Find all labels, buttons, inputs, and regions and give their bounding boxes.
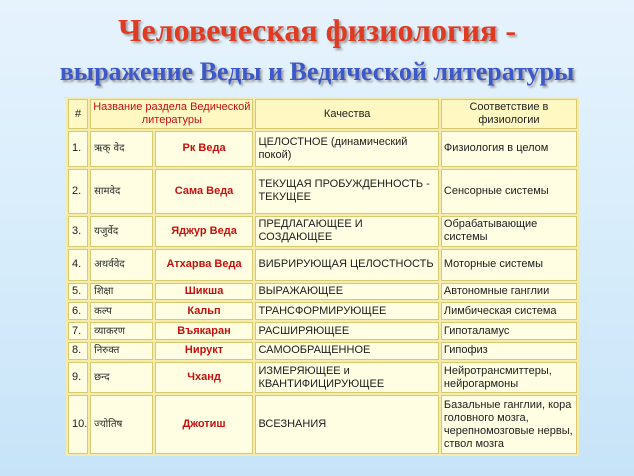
table-row <box>68 302 577 320</box>
physiology-cell: Физиология в целом <box>441 131 577 167</box>
section-name: Атхарва Веда <box>155 249 254 280</box>
section-name: Сама Веда <box>155 169 254 214</box>
row-num: 9. <box>68 362 88 393</box>
table-row <box>68 362 577 393</box>
physiology-cell: Автономные ганглии <box>441 283 577 301</box>
physiology-cell: Лимбическая система <box>441 302 577 320</box>
header-section: Название раздела Ведической литературы <box>90 99 253 129</box>
section-name: Рк Веда <box>155 131 254 167</box>
sanskrit-name: कल्प <box>90 302 152 320</box>
row-num: 8. <box>68 342 88 360</box>
table-row <box>68 283 577 301</box>
row-num: 6. <box>68 302 88 320</box>
physiology-cell: Нейротрансмиттеры, нейрогармоны <box>441 362 577 393</box>
row-num: 4. <box>68 249 88 280</box>
quality-cell: ВСЕЗНАНИЯ <box>255 395 438 454</box>
quality-cell: ТЕКУЩАЯ ПРОБУЖДЕННОСТЬ - ТЕКУЩЕЕ <box>255 169 438 214</box>
quality-cell: ВЫРАЖАЮЩЕЕ <box>255 283 438 301</box>
table-row <box>68 249 577 280</box>
row-num: 2. <box>68 169 88 214</box>
quality-cell: ПРЕДЛАГАЮЩЕЕ И СОЗДАЮЩЕЕ <box>255 216 438 247</box>
header-quality: Качества <box>255 99 438 129</box>
section-name: Шикша <box>155 283 254 301</box>
sanskrit-name: शिक्षा <box>90 283 152 301</box>
section-name: Яджур Веда <box>155 216 254 247</box>
table-row <box>68 395 577 454</box>
sanskrit-name: ज्योतिष <box>90 395 152 454</box>
quality-cell: ИЗМЕРЯЮЩЕЕ и КВАНТИФИЦИРУЮЩЕЕ <box>255 362 438 393</box>
row-num: 7. <box>68 322 88 340</box>
section-name: Нирукт <box>155 342 254 360</box>
table-row <box>68 131 577 167</box>
physiology-cell: Гипофиз <box>441 342 577 360</box>
header-physiology: Соответствие в физиологии <box>441 99 577 129</box>
table-row <box>68 322 577 340</box>
physiology-cell: Сенсорные системы <box>441 169 577 214</box>
section-name: Кальп <box>155 302 254 320</box>
page-subtitle: выражение Веды и Ведической литературы <box>59 57 575 86</box>
page-title: Человеческая физиология - <box>118 12 516 48</box>
header-num: # <box>68 99 88 129</box>
row-num: 3. <box>68 216 88 247</box>
quality-cell: САМООБРАЩЕННОЕ <box>255 342 438 360</box>
physiology-cell: Базальные ганглии, кора головного мозга, черепномозговые нервы, ствол мозга <box>441 395 577 454</box>
sanskrit-name: अथर्ववेद <box>90 249 152 280</box>
quality-cell: ТРАНСФОРМИРУЮЩЕЕ <box>255 302 438 320</box>
table-row <box>68 342 577 360</box>
physiology-cell: Моторные системы <box>441 249 577 280</box>
sanskrit-name: ऋक् वेद <box>90 131 152 167</box>
header-row <box>68 99 577 129</box>
section-name: Чханд <box>155 362 254 393</box>
sanskrit-name: सामवेद <box>90 169 152 214</box>
sanskrit-name: निरुक्त <box>90 342 152 360</box>
row-num: 1. <box>68 131 88 167</box>
quality-cell: ВИБРИРУЮЩАЯ ЦЕЛОСТНОСТЬ <box>255 249 438 280</box>
table-row <box>68 216 577 247</box>
row-num: 10. <box>68 395 88 454</box>
section-name: Въякаран <box>155 322 254 340</box>
quality-cell: ЦЕЛОСТНОЕ (динамический покой) <box>255 131 438 167</box>
section-name: Джотиш <box>155 395 254 454</box>
sanskrit-name: छन्द <box>90 362 152 393</box>
row-num: 5. <box>68 283 88 301</box>
sanskrit-name: यजुर्वेद <box>90 216 152 247</box>
quality-cell: РАСШИРЯЮЩЕЕ <box>255 322 438 340</box>
sanskrit-name: व्याकरण <box>90 322 152 340</box>
vedic-physiology-table <box>66 97 579 456</box>
physiology-cell: Гипоталамус <box>441 322 577 340</box>
table-row <box>68 169 577 214</box>
physiology-cell: Обрабатывающие системы <box>441 216 577 247</box>
